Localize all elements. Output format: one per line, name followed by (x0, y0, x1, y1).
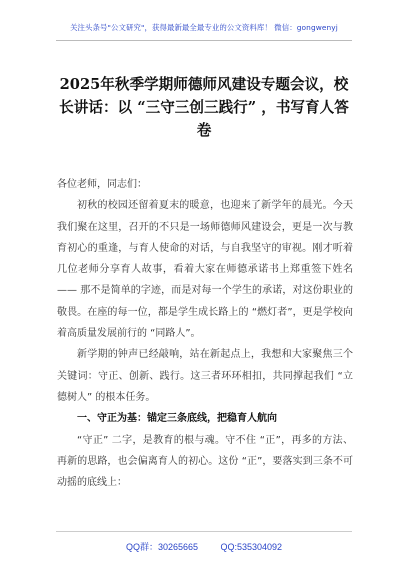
footer-qq-group: QQ群：30265665 (125, 542, 198, 552)
header-banner: 关注头条号"公文研究"，获得最新最全最专业的公文资料库！ 微信：gongwenyj (70, 23, 338, 32)
paragraph: “守正” 二字，是教育的根与魂。守不住 “正”，再多的方法、再新的思路，也会偏离育人的初心。这份 “正”，要落实到三条不可动摇的底线上： (57, 434, 353, 489)
salutation: 各位老师，同志们： (57, 179, 147, 190)
footer (0, 540, 408, 553)
document-title: 2025年秋季学期师德师风建设专题会议，校长讲话：以 “三守三创三践行” ，书写育人答卷 (59, 76, 349, 139)
document-body (57, 174, 353, 493)
footer-qq: QQ:535304092 (220, 542, 283, 552)
paragraph: 新学期的钟声已经敲响，站在新起点上，我想和大家聚焦三个关键词：守正、创新、践行。这三者环环相扣，共同撑起我们 “立德树人” 的根本任务。 (57, 349, 353, 403)
paragraph: 初秋的校园还留着夏末的暖意，也迎来了新学年的晨光。今天我们聚在这里，召开的不只是一场师德师风建设会，更是一次与教育初心的重逢，与育人使命的对话，与自我坚守的审视。刚才听着几位老师分享育人故事，看着大家在师德承诺书上郑重签下姓名 —— 那不是简单的字迹，而是对每一个学生的承诺，对这份职业的敬畏。在座的每一位，都是学生成长路上的 “燃灯者”，更是学校向着高质量发展前行的 “同路人”。 (57, 200, 353, 340)
footer-divider (56, 531, 352, 532)
section-heading: 一、守正为基：锚定三条底线，把稳育人航向 (77, 413, 277, 425)
header-divider (56, 40, 352, 41)
